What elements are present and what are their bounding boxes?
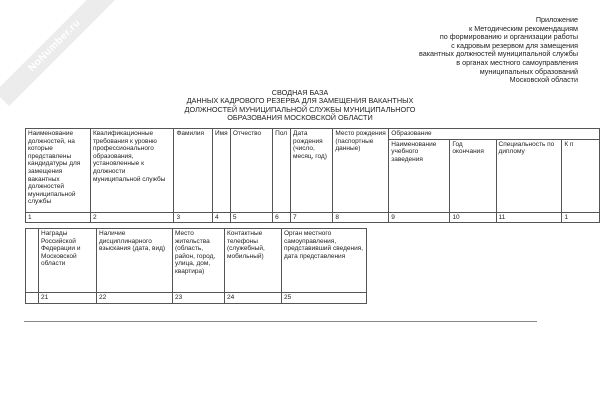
appendix-line: в органах местного самоуправления: [456, 57, 578, 67]
header-cut-off: К п: [562, 139, 600, 212]
header-surname: Фамилия: [174, 129, 213, 213]
appendix-line: с кадровым резервом для замещения: [451, 40, 578, 50]
column-number: 9: [389, 212, 450, 223]
header-residence: Место жительства (область, район, город, улица, дом, квартира): [173, 229, 225, 293]
header-institution: Наименование учебного заведения: [389, 139, 450, 212]
appendix-line: вакантных должностей муниципальной службы: [418, 49, 578, 59]
column-number: [26, 293, 39, 304]
title-line: ДАННЫХ КАДРОВОГО РЕЗЕРВА ДЛЯ ЗАМЕЩЕНИЯ ВАКАНТНЫХ: [186, 96, 414, 106]
header-blank: [26, 229, 39, 293]
column-number: 6: [273, 212, 291, 223]
reserve-table-part2: [25, 228, 367, 304]
header-sex: Пол: [273, 129, 291, 213]
column-number: 8: [333, 212, 389, 223]
column-number: 10: [450, 212, 496, 223]
column-number: 3: [174, 212, 213, 223]
column-number: 24: [225, 293, 282, 304]
column-number: 22: [97, 293, 173, 304]
header-phones: Контактные телефоны (служебный, мобильный): [225, 229, 282, 293]
appendix-line: Московской области: [509, 75, 578, 85]
title-line: СВОДНАЯ БАЗА: [271, 88, 329, 97]
header-specialty: Специальность по диплому: [496, 139, 562, 212]
column-number: 5: [230, 212, 272, 223]
column-number: 1: [26, 212, 91, 223]
column-numbers-row: [26, 212, 600, 223]
column-number: 25: [282, 293, 367, 304]
column-number: 4: [212, 212, 230, 223]
header-authority: Орган местного самоуправления, представивший сведения, дата представления: [282, 229, 367, 293]
appendix-line: по формированию и организации работы: [439, 32, 578, 42]
header-patronymic: Отчество: [230, 129, 272, 213]
column-number: 21: [39, 293, 97, 304]
header-position: Наименование должностей, на которые представлены кандидатуры для замещения вакантных должностей муниципальной службы: [26, 129, 91, 213]
column-number: 23: [173, 293, 225, 304]
appendix-line: Приложение: [535, 15, 578, 24]
column-numbers-row: [26, 293, 367, 304]
header-birth-place: Место рождения (паспортные данные): [333, 129, 389, 213]
footnote-divider: [24, 321, 537, 322]
header-graduation-year: Год окончания: [450, 139, 496, 212]
header-birth-date: Дата рождения (число, месяц, год): [291, 129, 333, 213]
reserve-table-part1: [25, 128, 600, 223]
column-number: 7: [291, 212, 333, 223]
header-qualification: Квалификационные требования к уровню профессионального образования, установленные к должности муниципальной службы: [90, 129, 174, 213]
column-number: 11: [496, 212, 562, 223]
appendix-line: к Методическим рекомендациям: [469, 23, 578, 33]
title-line: ДОЛЖНОСТЕЙ МУНИЦИПАЛЬНОЙ СЛУЖБЫ МУНИЦИПАЛЬНОГО: [184, 104, 416, 114]
header-awards: Награды Российской Федерации и Московской области: [39, 229, 97, 293]
header-disciplinary: Наличие дисциплинарного взыскания (дата, вид): [97, 229, 173, 293]
appendix-line: муниципальных образований: [479, 66, 578, 76]
column-number: 2: [90, 212, 174, 223]
header-education: Образование: [389, 129, 600, 140]
title-line: ОБРАЗОВАНИЯ МОСКОВСКОЙ ОБЛАСТИ: [227, 112, 373, 122]
header-name: Имя: [212, 129, 230, 213]
watermark: NoNumber.ru: [0, 0, 115, 106]
column-number: 1: [562, 212, 600, 223]
